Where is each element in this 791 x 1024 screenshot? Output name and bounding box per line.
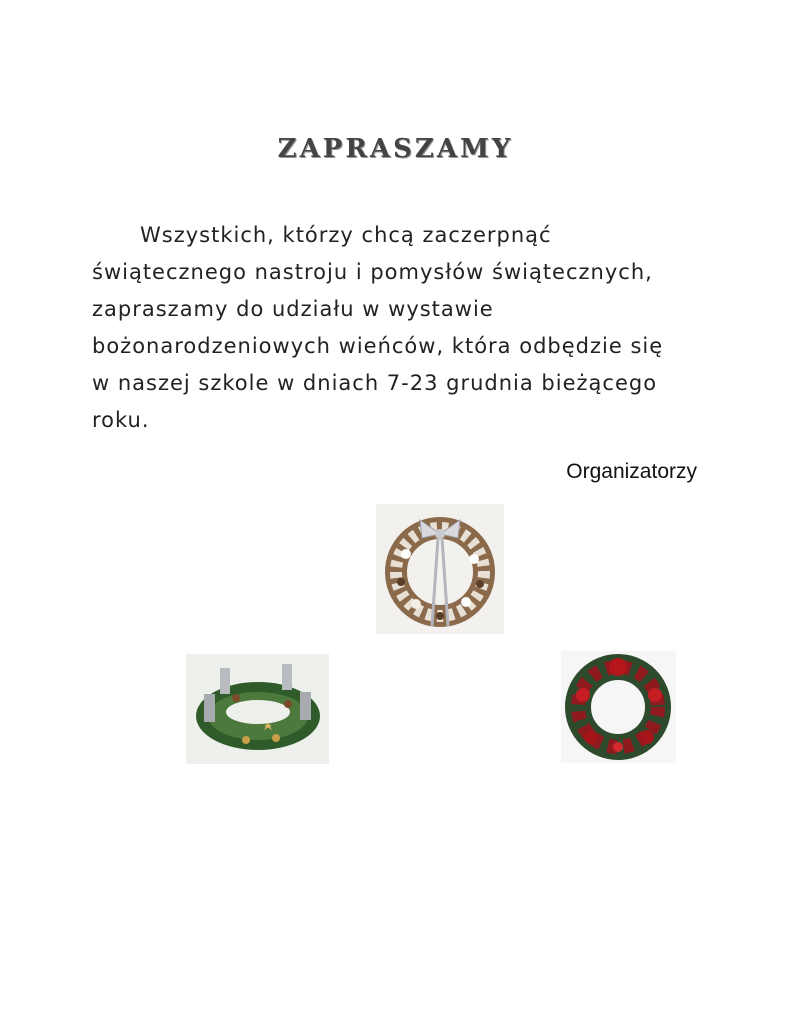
wreath-white-silver-icon [376,504,504,634]
signature: Organizatorzy [566,460,697,483]
wreath-red-poinsettia-icon [561,651,676,763]
invitation-text [92,217,712,439]
page-title: ZAPRASZAMY [277,134,514,164]
text-line: roku. [92,408,150,432]
text-line: zapraszamy do udziału w wystawie [92,297,494,321]
text-line: świątecznego nastroju i pomysłów świątecznych, [92,260,653,284]
text-line: bożonarodzeniowych wieńców, która odbędzie się [92,334,664,358]
text-line: Wszystkich, którzy chcą zaczerpnąć [140,223,552,247]
advent-wreath-candles-icon [186,654,329,764]
text-line: w naszej szkole w dniach 7-23 grudnia bieżącego [92,371,658,395]
